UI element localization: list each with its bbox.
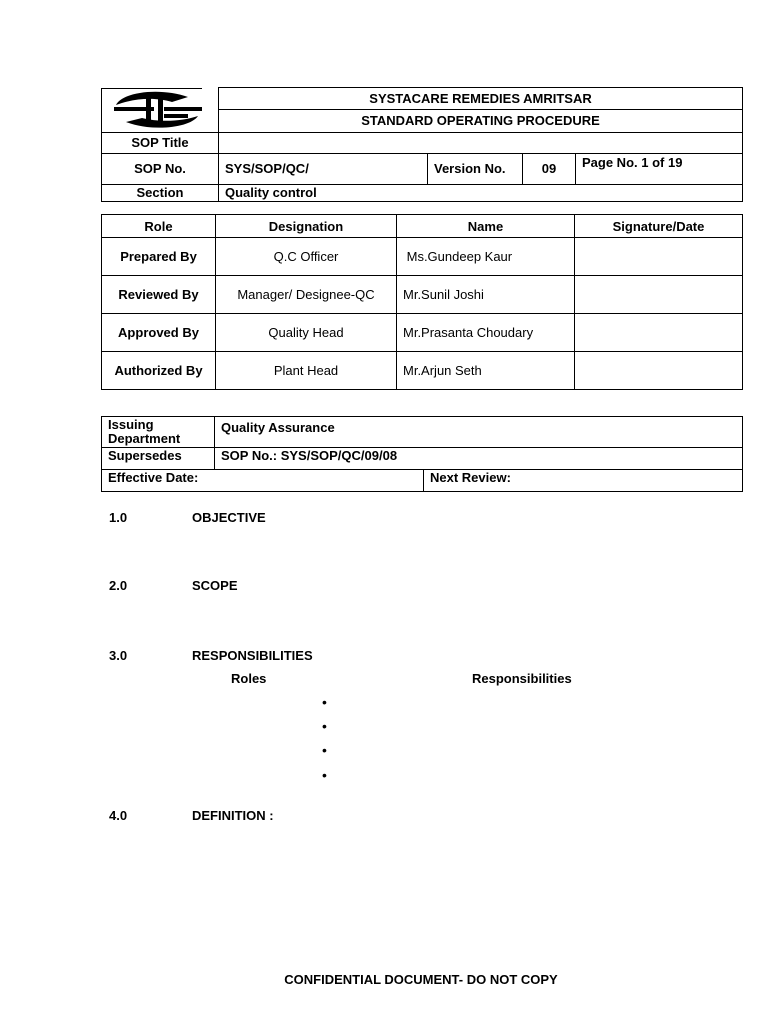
table-row: [102, 314, 743, 352]
roles-header: Roles: [231, 671, 267, 686]
confidential-footer: CONFIDENTIAL DOCUMENT- DO NOT COPY: [284, 972, 558, 987]
designation-cell: Quality Head: [216, 314, 397, 352]
column-header: Signature/Date: [575, 215, 743, 238]
column-header: Role: [102, 215, 216, 238]
sop-header-table: [101, 87, 743, 202]
sop-no-label: SOP No.: [102, 153, 219, 184]
issuing-department-value: Quality Assurance: [215, 417, 743, 448]
column-header: Name: [397, 215, 575, 238]
version-label: Version No.: [428, 153, 523, 184]
bullet-point: •: [322, 694, 327, 710]
role-cell: Approved By: [102, 314, 216, 352]
section-title-responsibilities: RESPONSIBILITIES: [192, 648, 313, 663]
signature-cell: [575, 238, 743, 276]
next-review-label: Next Review:: [424, 470, 743, 492]
designation-cell: Manager/ Designee-QC: [216, 276, 397, 314]
role-cell: Reviewed By: [102, 276, 216, 314]
issuing-table: [101, 416, 743, 492]
role-cell: Authorized By: [102, 352, 216, 390]
supersedes-value: SOP No.: SYS/SOP/QC/09/08: [215, 448, 743, 470]
sop-title-value: [219, 132, 743, 153]
signature-cell: [575, 314, 743, 352]
signature-cell: [575, 352, 743, 390]
version-value: 09: [523, 153, 576, 184]
responsibilities-header: Responsibilities: [472, 671, 572, 686]
bullet-point: •: [322, 767, 327, 783]
section-number: 1.0: [109, 510, 128, 525]
bullet-point: •: [322, 742, 327, 758]
sop-title-label: SOP Title: [102, 132, 219, 153]
signature-cell: [575, 276, 743, 314]
effective-date-label: Effective Date:: [102, 470, 424, 492]
section-title-objective: OBJECTIVE: [192, 510, 266, 525]
logo-cell: [102, 88, 219, 133]
company-name: SYSTACARE REMEDIES AMRITSAR: [219, 88, 743, 110]
name-cell: Mr.Sunil Joshi: [397, 276, 575, 314]
name-cell: Ms.Gundeep Kaur: [397, 238, 575, 276]
name-cell: Mr.Prasanta Choudary: [397, 314, 575, 352]
company-logo-icon: [108, 88, 208, 132]
section-label: Section: [102, 184, 219, 201]
column-header: Designation: [216, 215, 397, 238]
section-number: 3.0: [109, 648, 128, 663]
designation-cell: Q.C Officer: [216, 238, 397, 276]
supersedes-label: Supersedes: [102, 448, 215, 470]
section-number: 2.0: [109, 578, 128, 593]
section-title-definition: DEFINITION :: [192, 808, 274, 823]
section-number: 4.0: [109, 808, 128, 823]
designation-cell: Plant Head: [216, 352, 397, 390]
approval-table-header: [102, 215, 743, 238]
approval-table: [101, 214, 743, 390]
sop-no-value: SYS/SOP/QC/: [219, 153, 428, 184]
section-value: Quality control: [219, 184, 743, 201]
page-number: Page No. 1 of 19: [576, 153, 743, 184]
name-cell: Mr.Arjun Seth: [397, 352, 575, 390]
role-cell: Prepared By: [102, 238, 216, 276]
table-row: [102, 276, 743, 314]
table-row: [102, 352, 743, 390]
document-type: STANDARD OPERATING PROCEDURE: [219, 110, 743, 132]
bullet-point: •: [322, 718, 327, 734]
issuing-department-label: Issuing Department: [102, 417, 215, 448]
table-row: [102, 238, 743, 276]
section-title-scope: SCOPE: [192, 578, 238, 593]
